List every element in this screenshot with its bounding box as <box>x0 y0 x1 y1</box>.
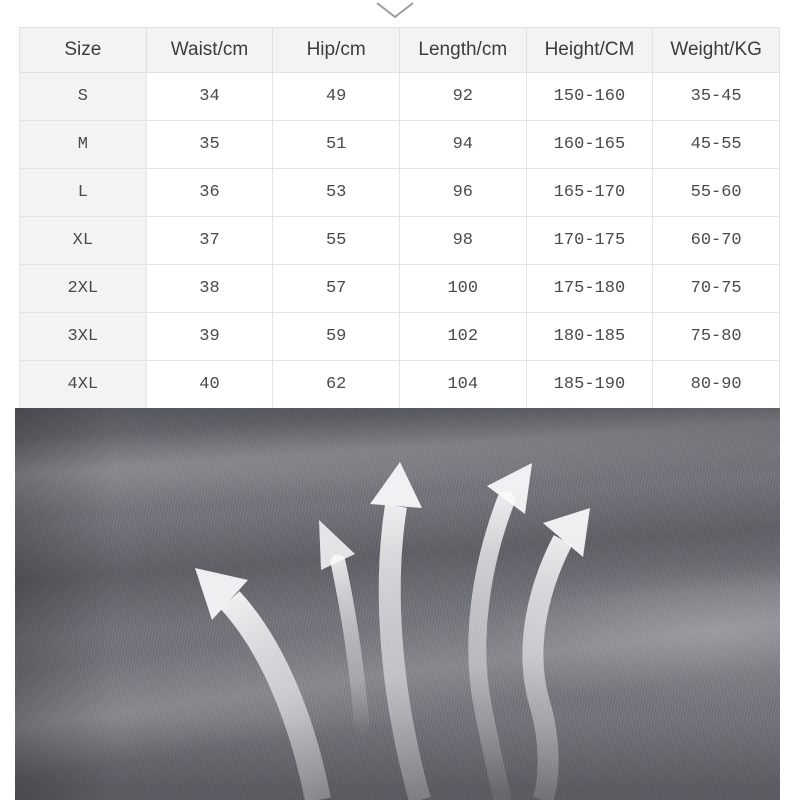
column-header: Length/cm <box>399 28 526 73</box>
size-value-cell: 51 <box>273 121 400 169</box>
size-label-cell: M <box>20 121 147 169</box>
size-row <box>20 121 780 169</box>
size-row <box>20 265 780 313</box>
size-value-cell: 75-80 <box>653 313 780 361</box>
size-value-cell: 36 <box>146 169 273 217</box>
size-value-cell: 180-185 <box>526 313 653 361</box>
size-value-cell: 49 <box>273 73 400 121</box>
size-row <box>20 73 780 121</box>
airflow-arrow <box>533 508 590 800</box>
column-header: Weight/KG <box>653 28 780 73</box>
size-chart-header-row <box>20 28 780 73</box>
size-value-cell: 170-175 <box>526 217 653 265</box>
size-value-cell: 53 <box>273 169 400 217</box>
airflow-arrow <box>319 520 362 726</box>
size-label-cell: 4XL <box>20 361 147 409</box>
size-value-cell: 35 <box>146 121 273 169</box>
size-value-cell: 39 <box>146 313 273 361</box>
size-label-cell: XL <box>20 217 147 265</box>
size-value-cell: 98 <box>399 217 526 265</box>
size-value-cell: 57 <box>273 265 400 313</box>
airflow-arrow <box>195 568 318 800</box>
size-value-cell: 102 <box>399 313 526 361</box>
size-value-cell: 160-165 <box>526 121 653 169</box>
size-value-cell: 92 <box>399 73 526 121</box>
size-value-cell: 40 <box>146 361 273 409</box>
column-header: Height/CM <box>526 28 653 73</box>
size-value-cell: 45-55 <box>653 121 780 169</box>
airflow-arrows-graphic <box>15 408 780 800</box>
airflow-arrow <box>370 462 422 800</box>
size-value-cell: 37 <box>146 217 273 265</box>
size-value-cell: 185-190 <box>526 361 653 409</box>
size-value-cell: 59 <box>273 313 400 361</box>
size-row <box>20 169 780 217</box>
airflow-arrow <box>477 463 532 796</box>
size-row <box>20 361 780 409</box>
size-value-cell: 38 <box>146 265 273 313</box>
size-row <box>20 313 780 361</box>
size-value-cell: 60-70 <box>653 217 780 265</box>
size-value-cell: 96 <box>399 169 526 217</box>
size-value-cell: 55 <box>273 217 400 265</box>
column-header: Waist/cm <box>146 28 273 73</box>
column-header: Size <box>20 28 147 73</box>
fabric-breathability-image <box>15 408 780 800</box>
size-value-cell: 34 <box>146 73 273 121</box>
column-header: Hip/cm <box>273 28 400 73</box>
size-label-cell: 2XL <box>20 265 147 313</box>
size-chart-body <box>20 73 780 409</box>
size-value-cell: 35-45 <box>653 73 780 121</box>
size-label-cell: 3XL <box>20 313 147 361</box>
size-value-cell: 165-170 <box>526 169 653 217</box>
size-row <box>20 217 780 265</box>
size-label-cell: L <box>20 169 147 217</box>
size-value-cell: 70-75 <box>653 265 780 313</box>
size-label-cell: S <box>20 73 147 121</box>
size-value-cell: 62 <box>273 361 400 409</box>
size-value-cell: 104 <box>399 361 526 409</box>
size-value-cell: 94 <box>399 121 526 169</box>
size-value-cell: 55-60 <box>653 169 780 217</box>
size-value-cell: 100 <box>399 265 526 313</box>
size-chart-table <box>19 27 780 409</box>
size-value-cell: 175-180 <box>526 265 653 313</box>
chevron-down-icon[interactable] <box>376 2 414 19</box>
size-value-cell: 80-90 <box>653 361 780 409</box>
size-value-cell: 150-160 <box>526 73 653 121</box>
